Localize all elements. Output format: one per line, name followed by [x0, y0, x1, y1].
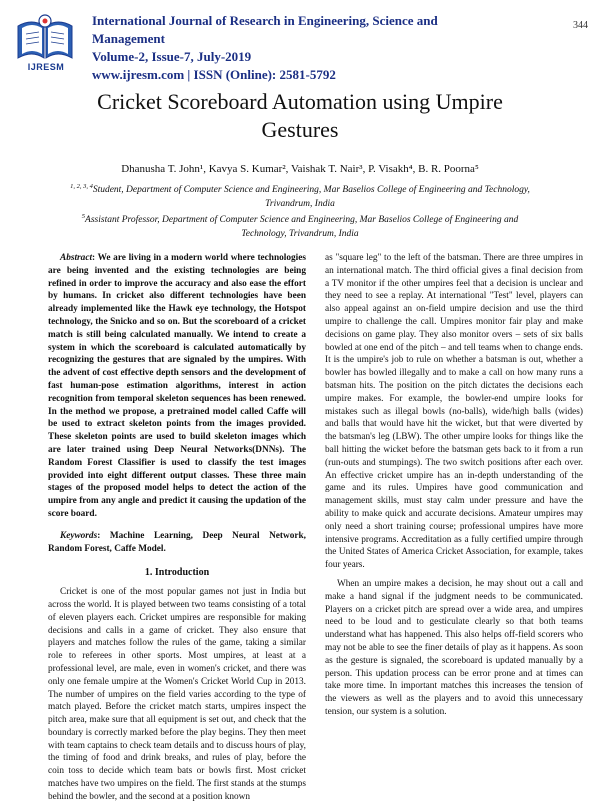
- volume-issue: Volume-2, Issue-7, July-2019: [92, 49, 252, 64]
- section-heading-introduction: 1. Introduction: [144, 567, 210, 579]
- ijresm-logo: [12, 12, 78, 76]
- keywords: [48, 530, 306, 556]
- abstract: [48, 252, 306, 521]
- abstract-label: Abstract: [60, 253, 93, 263]
- author-list: Dhanusha T. John¹, Kavya S. Kumar², Vaishak T. Nair³, P. Visakh⁴, B. R. Poorna⁵: [121, 163, 479, 175]
- journal-name: International Journal of Research in Engineering, Science and Management: [92, 13, 438, 46]
- affiliation-students: [60, 180, 540, 211]
- intro-paragraph-1: Cricket is one of the most popular games not just in India but across the world. It is played between two teams consisting of a total of eleven players each. Cricket umpires are responsible for making decisions and calls in a game of cricket. They also ensure that players and matches follow the rules of the game, taking a similar role to referees in other sports. Most umpires, at least at a professional level, are male, even in women's cricket, and there was only one female umpire at the Women's Cricket World Cup in 2013. The number of umpires on the field varies according to the type of match played. Before the cricket match starts, umpires inspect the pitch area, make sure that all equipment is set out, and check that the boundary is correctly marked before the play begins. They then meet with team captains to check team details and to discuss hours of play, the timing of food and drink breaks, and rules of play, before the coin toss to decide which team bats or bowls first. Most cricket matches have two umpires on the field. The first stands at the stumps behind the bowler, and the second at a position known: [48, 587, 306, 802]
- logo-text: IJRESM: [27, 62, 65, 72]
- keywords-text: : Machine Learning, Deep Neural Network, Random Forest, Caffe Model.: [48, 530, 306, 554]
- keywords-label: Keywords: [60, 530, 98, 541]
- journal-info: [92, 12, 512, 84]
- paper-title-line1: Cricket Scoreboard Automation using Umpire: [97, 89, 503, 114]
- journal-header: [12, 12, 588, 82]
- affiliation-text: Student, Department of Computer Science and Engineering, Mar Baselios College of Engineering and Technology, Trivandrum, India: [92, 185, 530, 210]
- left-column: [48, 252, 306, 804]
- right-column: [325, 252, 583, 719]
- paper-title-line2: Gestures: [261, 117, 339, 142]
- website-issn[interactable]: www.ijresm.com | ISSN (Online): 2581-5792: [92, 67, 336, 82]
- paper-title: [40, 88, 560, 144]
- affiliation-sup: 5: [81, 213, 86, 220]
- affiliation-sup: 1, 2, 3, 4: [70, 183, 93, 190]
- abstract-text: : We are living in a modern world where technologies are being invented and the existing technologies are being refined in order to improve the accuracy and also ease the effort by humans. In cricket also different technologies have been already implemented like the Hawk eye technology, the Hotspot technology, the Snicko and so on. But the scoreboard of a cricket match is still being calculated manually. We intend to create a system in which the scoreboard is calculated automatically by recognizing the gestures that are signaled by the umpires. With the advent of cost effective depth sensors and the development of fast human-pose estimation algorithms, interest in action recognition from temporal skeleton sequences has been renewed. In the method we propose, a pretrained model called Caffe will be used to extract skeleton points from the images provided. These skeleton points are used to build skeleton images which are later trained using Deep Neural Networks(DNNs). The Random Forest Classifier is used to classify the test images provided into eight different output classes. These three main stages of the proposed model helps to detect the action of the umpire from any angle and predict it causing the updation of the score board.: [48, 253, 306, 519]
- page-number: 344: [573, 20, 588, 31]
- intro-paragraph-2: as "square leg" to the left of the batsman. There are three umpires in an international match. The third official gives a final decision from a TV monitor if the other umpires feel that a decision is unclear and they need to see a replay. At international "Test" level, players can also appeal against an on-field umpire decision and use the third umpire to challenge the call. Umpires monitor fair play and make decisions on game play. They also monitor overs – sets of six balls bowled at one end of the pitch – and tell teams when to change ends. It is the umpire's job to rule on whether a batsman is out, whether a bowler has bowled illegally and to make a call on how many runs a batsman hits. The position on the pitch dictates the decisions each umpire makes. For example, the bowler-end umpire looks for mistakes such as illegal bowls (no-balls), wide/high balls (wides) and balls that would have hit the wicket, but that were diverted by the batsman's leg (LBW). The other umpire looks for things like the ball hitting the wicket before the batsman gets back to it from a run (run-outs and stumpings). The two switch positions after each over. An effective cricket umpire has an in-depth understanding of the game and its rules. Umpires have good communication and management skills, must stay calm under pressure and have the ability to make quick and accurate decisions. Amateur umpires may only need a short training course; professional umpires have more intensive programs. Accreditation as a fully certified umpire through the United States of America Cricket Association, for example, takes four years.: [325, 253, 583, 571]
- open-book-icon: [12, 12, 78, 64]
- affiliation-professor: [60, 210, 540, 241]
- intro-paragraph-3: When an umpire makes a decision, he may shout out a call and make a hand signal if the judgment needs to be communicated. Players on a cricket pitch are spread over a wide area, and umpires need to be loud and to gesticulate clearly so that both teams understand what has happened. This also helps off-field scorers who may not be able to see the finer details of play as it happens. As soon as the gesture is signaled, the scoreboard is updated manually by a person. This updation process can be error prone and at times can take more time. In important matches this increases the tension of the viewers as well as the players and to avoid this unnecessary tension, our system is a solution.: [325, 578, 583, 717]
- affiliation-text: Assistant Professor, Department of Computer Science and Engineering, Mar Baselios College of Engineering and Technology, Trivandrum, India: [85, 215, 519, 240]
